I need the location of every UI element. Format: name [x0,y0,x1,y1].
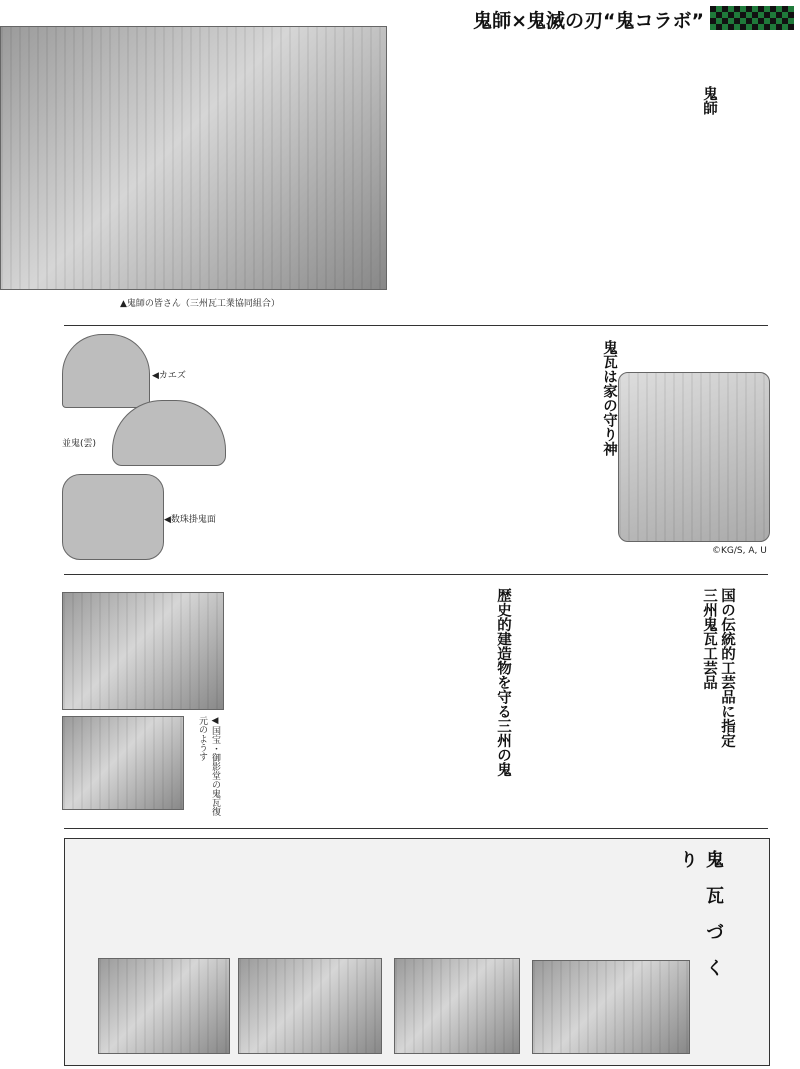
mamorigami-body-bottom [230,344,435,554]
mieido-photo-2 [62,716,184,810]
dento-heading: 国の伝統的工芸品に指定 三州鬼瓦工芸品 [701,588,736,748]
tanjiro-illustration [618,372,770,542]
kaezu-label: ◀カエズ [152,371,186,381]
zukuri-photo-4 [98,958,230,1054]
rekishi-body [232,592,490,822]
namioni-image [112,400,226,466]
onishi-body [395,86,695,316]
dento-body [520,588,696,820]
sujugake-image [62,474,164,560]
mamorigami-heading: 鬼瓦は家の守り神 [601,340,618,456]
zukuri-title: 鬼 瓦 づ く り [677,850,724,983]
onishi-heading: 鬼師 [701,86,718,115]
divider-1 [64,325,768,326]
namioni-label: 並鬼(雲) [62,439,97,449]
onishi-photo-caption: ▲鬼師の皆さん（三州瓦工業協同組合） [120,299,280,309]
header-title: 鬼師×鬼滅の刃“鬼コラボ” [473,10,704,32]
mieido-photo-1 [62,592,224,710]
onishi-group-photo [0,26,387,290]
rekishi-heading: 歴史的建造物を守る三州の鬼 [495,588,512,777]
divider-2 [64,574,768,575]
divider-3 [64,828,768,829]
mamorigami-body-top [440,344,600,554]
zukuri-photo-1 [532,960,690,1054]
kaezu-image [62,334,150,408]
checker-pattern [710,6,794,30]
mieido-caption: ◀国宝・御影堂の鬼瓦復元のようす [197,716,220,816]
zukuri-photo-3 [238,958,382,1054]
zukuri-photo-2 [394,958,520,1054]
credit: ©KG/S, A, U [712,546,767,556]
sujugake-label: ◀数珠掛鬼面 [164,515,216,525]
